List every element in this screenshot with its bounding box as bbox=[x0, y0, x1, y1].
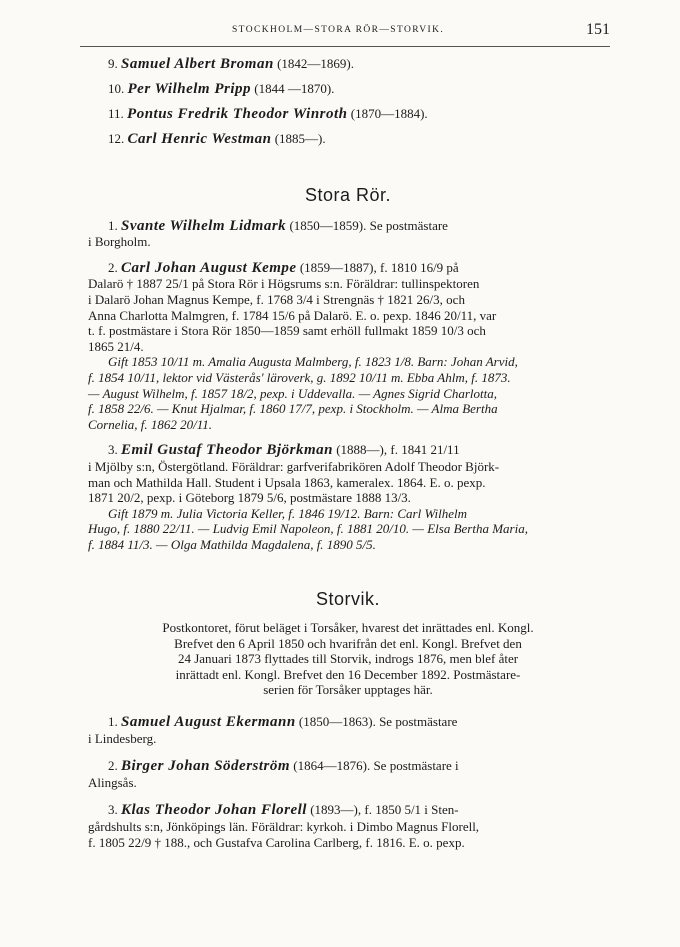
page-body bbox=[88, 56, 608, 850]
entry-text: (1864—1876). Se postmästare i bbox=[293, 758, 459, 774]
tenure-years: (1842—1869). bbox=[277, 56, 354, 71]
entry-text: 1871 20/2, pexp. i Göteborg 1879 5/6, postmästare 1888 13/3. bbox=[88, 490, 411, 506]
entry-number: 1. bbox=[108, 217, 118, 233]
list-item bbox=[108, 106, 608, 131]
entry-text: (1888—), f. 1841 21/11 bbox=[336, 442, 460, 458]
entry-text: (1850—1863). Se postmästare bbox=[298, 714, 458, 730]
entry-text: (1850—1859). Se postmästare bbox=[289, 217, 448, 233]
family-text: f. 1884 11/3. — Olga Mathilda Magdalena, f. 1890 5/5. bbox=[88, 536, 376, 552]
entry-text: man och Mathilda Hall. Student i Upsala 1863, kameralex. 1864. E. o. pexp. bbox=[88, 474, 486, 490]
entry-text: 1865 21/4. bbox=[88, 338, 144, 354]
entry-text: i Lindesberg. bbox=[88, 730, 157, 746]
list-item bbox=[108, 81, 608, 106]
intro-text: Postkontoret, förut beläget i Torsåker, hvarest det inrättades enl. Kongl. bbox=[162, 620, 534, 636]
person-name: Emil Gustaf Theodor Björkman bbox=[121, 442, 333, 459]
entry-ekermann bbox=[88, 714, 608, 746]
person-name: Samuel Albert Broman bbox=[121, 56, 274, 72]
family-text: Cornelia, f. 1862 20/11. bbox=[88, 416, 212, 432]
intro-text: serien för Torsåker upptages här. bbox=[263, 682, 433, 698]
storvik-intro bbox=[88, 620, 608, 698]
person-name: Klas Theodor Johan Florell bbox=[121, 802, 307, 819]
running-header bbox=[80, 20, 610, 47]
person-name: Pontus Fredrik Theodor Winroth bbox=[127, 106, 348, 122]
entry-number: 9. bbox=[108, 56, 118, 71]
entry-number: 12. bbox=[108, 131, 125, 146]
entry-text: (1859—1887), f. 1810 16/9 på bbox=[299, 259, 459, 275]
family-text: Gift 1879 m. Julia Victoria Keller, f. 1846 19/12. Barn: Carl Wilhelm bbox=[108, 505, 468, 521]
entry-number: 2. bbox=[108, 259, 118, 275]
entry-bjorkman bbox=[88, 442, 608, 552]
entry-number: 3. bbox=[108, 802, 118, 818]
entry-text: Dalarö † 1887 25/1 på Stora Rör i Högsrums s:n. Föräldrar: tullinspektoren bbox=[88, 276, 480, 292]
intro-text: inrättadt enl. Kongl. Brefvet den 16 December 1892. Postmästare- bbox=[175, 666, 521, 682]
running-title: STOCKHOLM—STORA RÖR—STORVIK. bbox=[232, 25, 445, 35]
tenure-years: (1885—). bbox=[274, 131, 326, 146]
person-name: Birger Johan Söderström bbox=[121, 758, 291, 775]
entry-text: f. 1805 22/9 † 188., och Gustafva Carolina Carlberg, f. 1816. E. o. pexp. bbox=[88, 834, 465, 850]
section-title-storvik: Storvik. bbox=[315, 589, 380, 610]
entry-text: Anna Charlotta Malmgren, f. 1784 15/6 på Dalarö. E. o. pexp. 1846 20/11, var bbox=[88, 307, 497, 323]
person-name: Samuel August Ekermann bbox=[121, 714, 296, 731]
intro-text: 24 Januari 1873 flyttades till Storvik, indrogs 1876, men blef åter bbox=[177, 651, 519, 667]
family-text: Gift 1853 10/11 m. Amalia Augusta Malmberg, f. 1823 1/8. Barn: Johan Arvid, bbox=[108, 354, 518, 370]
family-text: f. 1854 10/11, lektor vid Västerås' läroverk, g. 1892 10/11 m. Ebba Ahlm, f. 1873. bbox=[88, 369, 511, 385]
entry-lidmark bbox=[88, 218, 608, 250]
entry-number: 1. bbox=[108, 714, 118, 730]
entry-text: (1893—), f. 1850 5/1 i Sten- bbox=[310, 802, 459, 818]
entry-number: 3. bbox=[108, 442, 118, 458]
entry-text: gårdshults s:n, Jönköpings län. Föräldrar: kyrkoh. i Dimbo Magnus Florell, bbox=[88, 819, 480, 834]
entry-soderstrom bbox=[88, 758, 608, 790]
person-name: Carl Henric Westman bbox=[127, 131, 272, 147]
tenure-years: (1870—1884). bbox=[350, 106, 428, 121]
entry-number: 10. bbox=[108, 81, 125, 96]
family-text: f. 1858 22/6. — Knut Hjalmar, f. 1860 17/7, pexp. i Stockholm. — Alma Bertha bbox=[88, 401, 498, 417]
family-text: — August Wilhelm, f. 1857 18/2, pexp. i Uddevalla. — Agnes Sigrid Charlotta, bbox=[88, 385, 498, 401]
entry-text: t. f. postmästare i Stora Rör 1850—1859 samt erhöll fullmakt 1859 10/3 och bbox=[88, 323, 486, 339]
page-number: 151 bbox=[586, 21, 610, 38]
intro-text: Brefvet den 6 April 1850 och hvarifrån det enl. Kongl. Brefvet den bbox=[174, 635, 522, 651]
list-item bbox=[108, 131, 608, 156]
person-name: Svante Wilhelm Lidmark bbox=[121, 217, 287, 234]
entry-text: i Borgholm. bbox=[88, 234, 151, 250]
family-text: Hugo, f. 1880 22/11. — Ludvig Emil Napoleon, f. 1881 20/10. — Elsa Bertha Maria, bbox=[88, 521, 528, 537]
entry-text: i Dalarö Johan Magnus Kempe, f. 1768 3/4 i Strengnäs † 1821 26/3, och bbox=[88, 291, 465, 307]
person-name: Per Wilhelm Pripp bbox=[127, 81, 252, 97]
entry-number: 2. bbox=[108, 758, 118, 774]
person-name: Carl Johan August Kempe bbox=[121, 259, 297, 276]
entry-text: Alingsås. bbox=[88, 774, 137, 790]
entry-florell bbox=[88, 802, 608, 850]
list-item bbox=[108, 56, 608, 81]
entry-kempe bbox=[88, 260, 608, 433]
section-title-stora-ror: Stora Rör. bbox=[304, 185, 392, 205]
entry-number: 11. bbox=[108, 106, 124, 121]
entry-text: i Mjölby s:n, Östergötland. Föräldrar: garfverifabrikören Adolf Theodor Björk- bbox=[88, 458, 500, 474]
tenure-years: (1844 —1870). bbox=[254, 81, 335, 96]
postmaster-list-1 bbox=[108, 56, 608, 156]
